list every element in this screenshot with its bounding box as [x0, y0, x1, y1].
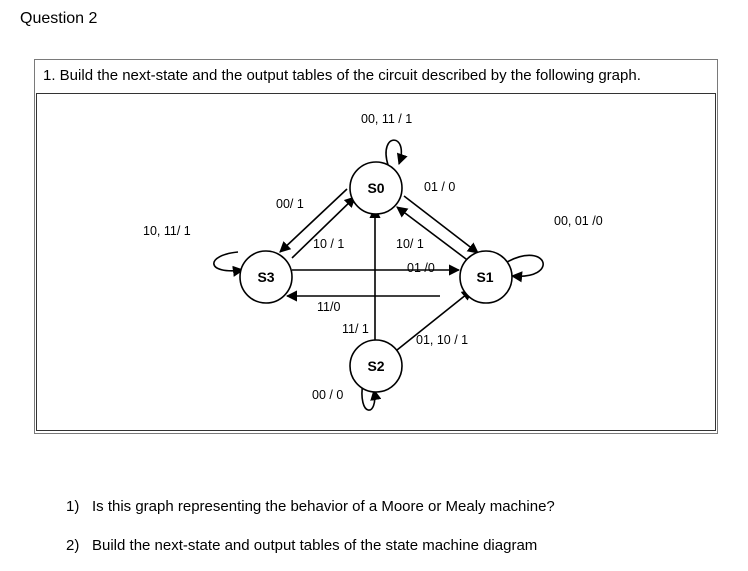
label-s0-self: 00, 11 / 1 — [361, 112, 413, 126]
edge-s3-self — [214, 252, 243, 271]
label-s2-self: 00 / 0 — [312, 388, 344, 402]
state-label-s0: S0 — [367, 180, 385, 196]
question-2 — [66, 537, 537, 554]
question-2-text: Build the next-state and output tables of the state machine diagram — [92, 537, 538, 554]
label-s2-s1: 01, 10 / 1 — [416, 333, 469, 347]
label-s3-s2: 11/0 — [317, 300, 341, 314]
edge-s1-s0 — [397, 207, 470, 262]
label-s3-s0: 10 / 1 — [313, 237, 345, 251]
label-s1-s0: 10/ 1 — [396, 237, 424, 251]
label-s3-s1: 01 /0 — [407, 261, 435, 275]
question-heading: Question 2 — [20, 10, 98, 27]
label-s0-s1: 01 / 0 — [424, 180, 456, 194]
edge-s0-self — [386, 140, 401, 165]
label-s2-s0: 11/ 1 — [342, 322, 369, 336]
state-label-s2: S2 — [367, 358, 385, 374]
label-s0-s3: 00/ 1 — [276, 197, 304, 211]
question-1-text: Is this graph representing the behavior of a Moore or Mealy machine? — [92, 498, 555, 515]
state-label-s3: S3 — [257, 269, 275, 285]
question-1-number: 1) — [66, 498, 80, 515]
task-text: 1. Build the next-state and the output tables of the circuit described by the following graph. — [43, 67, 641, 84]
label-s1-self: 00, 01 /0 — [554, 214, 603, 228]
question-1 — [66, 498, 555, 515]
label-s3-self: 10, 11/ 1 — [143, 224, 191, 238]
question-2-number: 2) — [66, 537, 80, 554]
state-label-s1: S1 — [476, 269, 494, 285]
